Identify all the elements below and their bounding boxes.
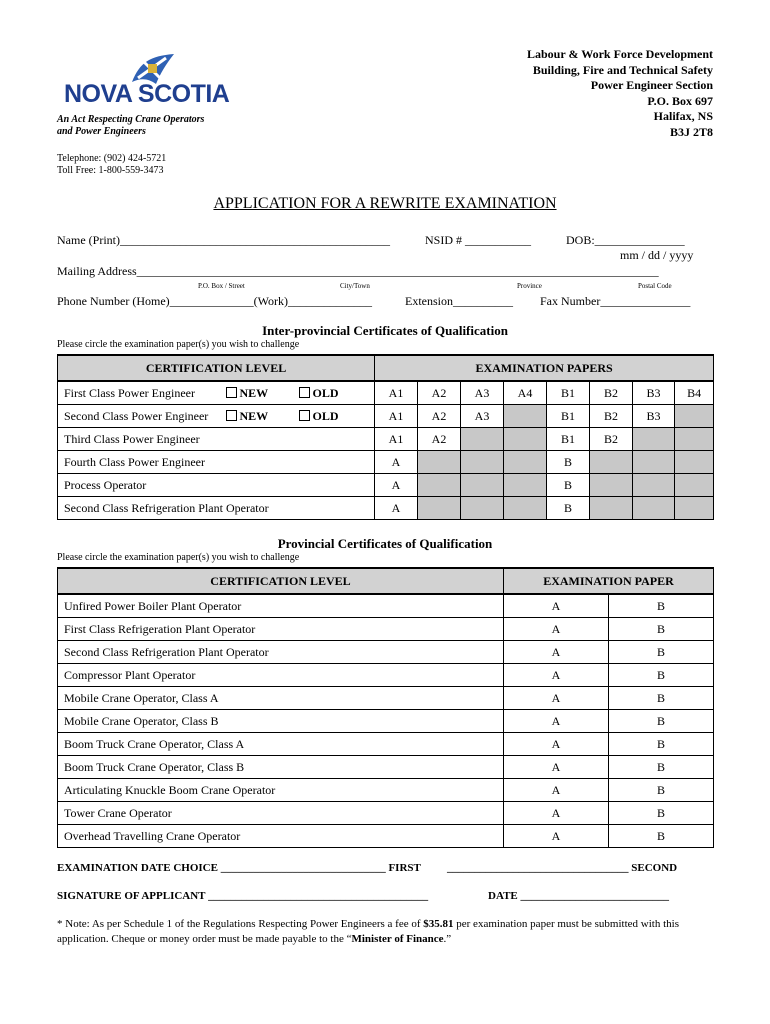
checkbox-icon xyxy=(299,387,310,398)
table-row xyxy=(58,733,714,756)
paper-a4[interactable]: A4 xyxy=(504,381,547,405)
table-row xyxy=(58,428,714,451)
shaded-cell xyxy=(504,451,547,474)
paper-b[interactable]: B xyxy=(609,594,714,618)
checkbox-icon xyxy=(226,410,237,421)
paper-a2[interactable]: A2 xyxy=(418,428,461,451)
interprov-instruction: Please circle the examination paper(s) you wish to challenge xyxy=(57,339,300,350)
shaded-cell xyxy=(590,497,633,520)
paper-b[interactable]: B xyxy=(547,474,590,497)
form-title: APPLICATION FOR A REWRITE EXAMINATION xyxy=(213,195,557,212)
dob-format: mm / dd / yyyy xyxy=(620,248,694,262)
nsid-field[interactable]: NSID # ___________ xyxy=(425,233,532,247)
col-certification-level: CERTIFICATION LEVEL xyxy=(58,355,375,381)
paper-a[interactable]: A xyxy=(504,710,609,733)
fax-field[interactable]: Fax Number_______________ xyxy=(540,294,691,308)
row-label: Third Class Power Engineer xyxy=(58,428,375,451)
table-row xyxy=(58,710,714,733)
paper-b1[interactable]: B1 xyxy=(547,405,590,428)
shaded-cell xyxy=(675,428,714,451)
paper-a[interactable]: A xyxy=(375,497,418,520)
paper-b3[interactable]: B3 xyxy=(633,405,675,428)
row-label: Unfired Power Boiler Plant Operator xyxy=(58,594,504,618)
col-examination-paper: EXAMINATION PAPER xyxy=(504,568,714,594)
toll-free: Toll Free: 1-800-559-3473 xyxy=(57,165,164,176)
fee-note-text: .” xyxy=(443,933,452,945)
subtitle-line-1: An Act Respecting Crane Operators xyxy=(57,114,205,125)
date-field[interactable]: DATE ___________________________ xyxy=(488,890,669,902)
mailing-sub-postal: Postal Code xyxy=(638,282,672,290)
mailing-sub-street: P.O. Box / Street xyxy=(198,282,245,290)
row-label: First Class Refrigeration Plant Operator xyxy=(58,618,504,641)
table-row xyxy=(58,381,714,405)
paper-a[interactable]: A xyxy=(504,641,609,664)
row-label: Second Class Power Engineer xyxy=(58,405,226,428)
new-checkbox[interactable] xyxy=(226,381,299,405)
address-line: B3J 2T8 xyxy=(669,124,713,139)
name-field[interactable]: Name (Print)_____________________________________________ xyxy=(57,233,390,247)
logo-text: NOVA SCOTIA xyxy=(64,80,230,108)
table-row xyxy=(58,641,714,664)
telephone: Telephone: (902) 424-5721 xyxy=(57,153,167,164)
table-row xyxy=(58,594,714,618)
act-subtitle xyxy=(57,114,204,138)
row-label: Boom Truck Crane Operator, Class B xyxy=(58,756,504,779)
old-label: OLD xyxy=(312,408,339,423)
paper-a[interactable]: A xyxy=(504,618,609,641)
paper-b[interactable]: B xyxy=(609,641,714,664)
address-line: P.O. Box 697 xyxy=(647,93,713,108)
table-row xyxy=(58,664,714,687)
row-label: Process Operator xyxy=(58,474,375,497)
new-label: NEW xyxy=(239,408,269,423)
address-line: Halifax, NS xyxy=(653,109,713,123)
paper-a2[interactable]: A2 xyxy=(418,381,461,405)
nova-scotia-logo xyxy=(60,50,245,110)
paper-b[interactable]: B xyxy=(609,825,714,848)
table-row xyxy=(58,451,714,474)
paper-a3[interactable]: A3 xyxy=(461,381,504,405)
shaded-cell xyxy=(590,474,633,497)
checkbox-icon xyxy=(226,387,237,398)
paper-a[interactable]: A xyxy=(504,664,609,687)
old-checkbox[interactable] xyxy=(299,381,375,405)
table-row xyxy=(58,497,714,520)
paper-a1[interactable]: A1 xyxy=(375,381,418,405)
row-label: Mobile Crane Operator, Class A xyxy=(58,687,504,710)
table-row xyxy=(58,405,714,428)
new-checkbox[interactable] xyxy=(226,405,299,428)
mailing-address-field[interactable]: Mailing Address_______________________________________________________________________________________ xyxy=(57,264,659,278)
table-row xyxy=(58,687,714,710)
row-label: Second Class Refrigeration Plant Operator xyxy=(58,641,504,664)
paper-a[interactable]: A xyxy=(504,756,609,779)
paper-b4[interactable]: B4 xyxy=(675,381,714,405)
provincial-instruction: Please circle the examination paper(s) you wish to challenge xyxy=(57,552,300,563)
mailing-sub-province: Province xyxy=(517,282,542,290)
signature-field[interactable]: SIGNATURE OF APPLICANT ________________________________________ xyxy=(57,890,429,902)
shaded-cell xyxy=(675,405,714,428)
table-row xyxy=(58,618,714,641)
paper-a[interactable]: A xyxy=(504,594,609,618)
table-row xyxy=(58,802,714,825)
extension-field[interactable]: Extension__________ xyxy=(405,294,513,308)
department-address xyxy=(527,47,713,140)
row-label: Compressor Plant Operator xyxy=(58,664,504,687)
dob-field[interactable]: DOB:_______________ xyxy=(566,233,685,247)
shaded-cell xyxy=(504,474,547,497)
row-label: Fourth Class Power Engineer xyxy=(58,451,375,474)
table-row xyxy=(58,779,714,802)
paper-a1[interactable]: A1 xyxy=(375,405,418,428)
shaded-cell xyxy=(461,428,504,451)
paper-b[interactable]: B xyxy=(609,756,714,779)
contact-phones xyxy=(57,153,166,177)
phone-field[interactable]: Phone Number (Home)______________(Work)______________ xyxy=(57,294,372,308)
mailing-sub-city: City/Town xyxy=(340,282,370,290)
subtitle-line-2: and Power Engineers xyxy=(57,126,146,137)
paper-a[interactable]: A xyxy=(375,474,418,497)
paper-a[interactable]: A xyxy=(375,451,418,474)
paper-b[interactable]: B xyxy=(609,664,714,687)
fee-note-text: * Note: As per Schedule 1 of the Regulations Respecting Power Engineers a fee of xyxy=(57,918,424,930)
paper-a[interactable]: A xyxy=(504,825,609,848)
checkbox-icon xyxy=(299,410,310,421)
exam-date-first-field[interactable]: EXAMINATION DATE CHOICE ______________________________ FIRST xyxy=(57,862,421,874)
row-label: Second Class Refrigeration Plant Operator xyxy=(58,497,375,520)
paper-b3[interactable]: B3 xyxy=(633,381,675,405)
old-label: OLD xyxy=(312,385,339,400)
paper-a2[interactable]: A2 xyxy=(418,405,461,428)
paper-a3[interactable]: A3 xyxy=(461,405,504,428)
shaded-cell xyxy=(504,405,547,428)
shaded-cell xyxy=(633,451,675,474)
shaded-cell xyxy=(675,474,714,497)
row-label: Mobile Crane Operator, Class B xyxy=(58,710,504,733)
paper-b2[interactable]: B2 xyxy=(590,381,633,405)
paper-a[interactable]: A xyxy=(504,733,609,756)
shaded-cell xyxy=(504,428,547,451)
row-label: Articulating Knuckle Boom Crane Operator xyxy=(58,779,504,802)
fee-note-text: per examination paper must be submitted with this application. Cheque or money order must be made payable to the “ xyxy=(57,918,679,945)
row-label: Boom Truck Crane Operator, Class A xyxy=(58,733,504,756)
paper-b[interactable]: B xyxy=(609,618,714,641)
paper-a1[interactable]: A1 xyxy=(375,428,418,451)
paper-b[interactable]: B xyxy=(547,451,590,474)
paper-a[interactable]: A xyxy=(504,687,609,710)
paper-b1[interactable]: B1 xyxy=(547,428,590,451)
paper-b1[interactable]: B1 xyxy=(547,381,590,405)
shaded-cell xyxy=(633,497,675,520)
paper-a[interactable]: A xyxy=(504,779,609,802)
exam-date-second-field[interactable]: _________________________________ SECOND xyxy=(447,862,678,874)
row-label: Tower Crane Operator xyxy=(58,802,504,825)
paper-b[interactable]: B xyxy=(547,497,590,520)
provincial-heading: Provincial Certificates of Qualification xyxy=(277,536,493,551)
interprov-table xyxy=(57,354,714,520)
table-row xyxy=(58,474,714,497)
row-label: Overhead Travelling Crane Operator xyxy=(58,825,504,848)
shaded-cell xyxy=(633,428,675,451)
paper-b2[interactable]: B2 xyxy=(590,405,633,428)
shaded-cell xyxy=(418,497,461,520)
table-row xyxy=(58,756,714,779)
shaded-cell xyxy=(675,451,714,474)
col-examination-papers: EXAMINATION PAPERS xyxy=(375,355,714,381)
paper-b2[interactable]: B2 xyxy=(590,428,633,451)
old-checkbox[interactable] xyxy=(299,405,375,428)
address-line: Labour & Work Force Development xyxy=(527,47,713,61)
shaded-cell xyxy=(461,474,504,497)
fee-payee: Minister of Finance xyxy=(351,933,444,945)
paper-b[interactable]: B xyxy=(609,802,714,825)
paper-b[interactable]: B xyxy=(609,687,714,710)
paper-b[interactable]: B xyxy=(609,733,714,756)
address-line: Building, Fire and Technical Safety xyxy=(532,62,713,77)
paper-a[interactable]: A xyxy=(504,802,609,825)
fee-amount: $35.81 xyxy=(423,918,454,930)
shaded-cell xyxy=(418,451,461,474)
table-row xyxy=(58,825,714,848)
provincial-table xyxy=(57,567,714,848)
row-label: First Class Power Engineer xyxy=(58,381,226,405)
address-line: Power Engineer Section xyxy=(590,78,713,92)
shaded-cell xyxy=(461,497,504,520)
shaded-cell xyxy=(504,497,547,520)
col-certification-level: CERTIFICATION LEVEL xyxy=(58,568,504,594)
interprov-heading: Inter-provincial Certificates of Qualification xyxy=(262,323,508,338)
shaded-cell xyxy=(590,451,633,474)
shaded-cell xyxy=(461,451,504,474)
paper-b[interactable]: B xyxy=(609,779,714,802)
shaded-cell xyxy=(675,497,714,520)
shaded-cell xyxy=(633,474,675,497)
new-label: NEW xyxy=(239,385,269,400)
shaded-cell xyxy=(418,474,461,497)
fee-note xyxy=(57,917,717,947)
paper-b[interactable]: B xyxy=(609,710,714,733)
